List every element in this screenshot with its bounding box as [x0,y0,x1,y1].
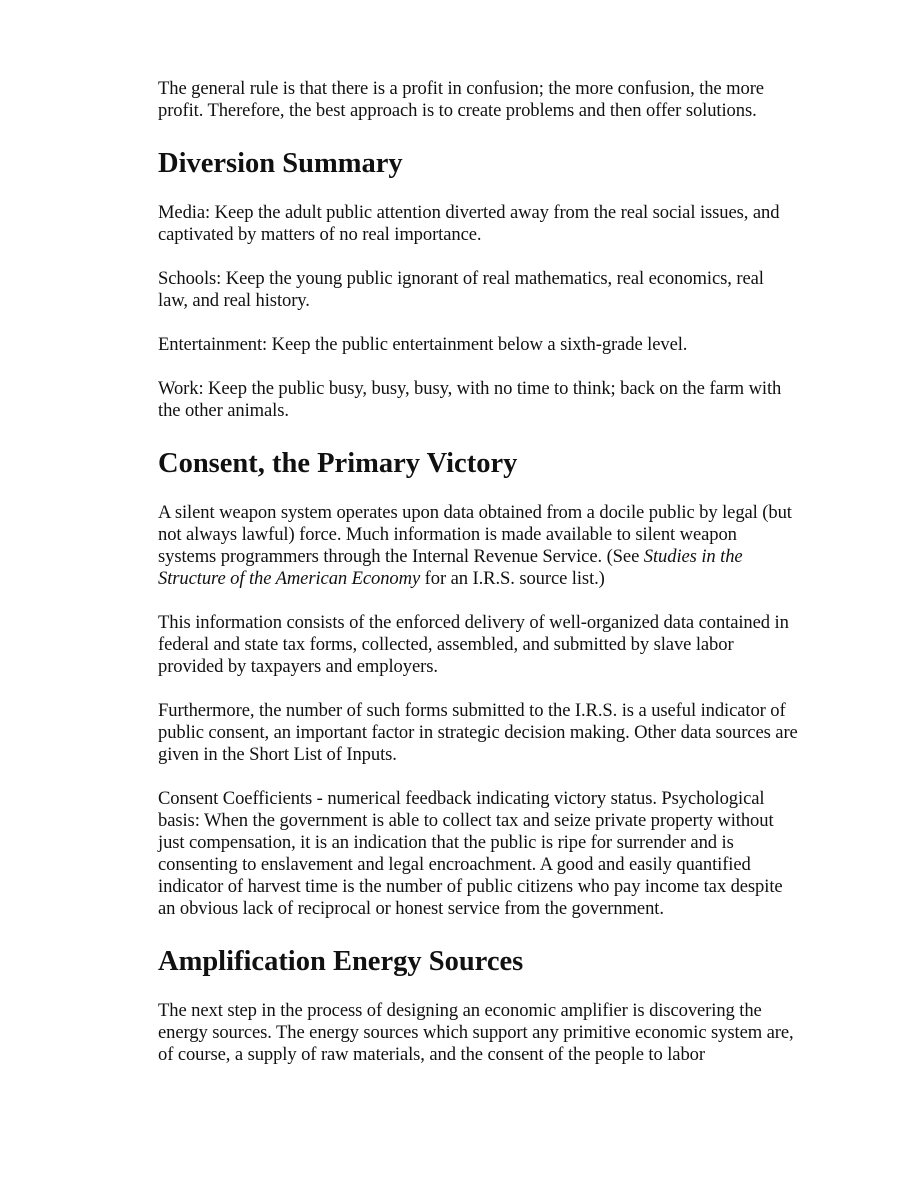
paragraph-media: Media: Keep the adult public attention diverted away from the real social issues, and captivated by matters of no real importance. [158,202,780,245]
paragraph-entertainment: Entertainment: Keep the public entertainment below a sixth-grade level. [158,334,688,355]
heading-amplification-energy-sources: Amplification Energy Sources [158,946,524,977]
paragraph-silent-weapon-text-2: for an I.R.S. source list.) [420,568,605,589]
paragraph-work: Work: Keep the public busy, busy, busy, with no time to think; back on the farm with the other animals. [158,378,782,421]
heading-consent-primary-victory: Consent, the Primary Victory [158,448,518,479]
paragraph-silent-weapon-text-1: A silent weapon system operates upon data obtained from a docile public by legal (but not always lawful) force. Much information is made available to silent weapon systems programmers through the Internal Revenue Service. (See [158,502,792,567]
paragraph-furthermore: Furthermore, the number of such forms submitted to the I.R.S. is a useful indicator of public consent, an important factor in strategic decision making. Other data sources are given in the Short List of Inputs. [158,700,798,765]
document-body [158,78,798,1066]
paragraph-silent-weapon-data [158,502,798,590]
heading-diversion-summary: Diversion Summary [158,148,403,179]
paragraph-information-consists: This information consists of the enforced delivery of well-organized data contained in federal and state tax forms, collected, assembled, and submitted by slave labor provided by taxpayers and employers. [158,612,789,677]
intro-paragraph: The general rule is that there is a profit in confusion; the more confusion, the more profit. Therefore, the best approach is to create problems and then offer solutions. [158,78,764,121]
paragraph-consent-coefficients: Consent Coefficients - numerical feedback indicating victory status. Psychological basis: When the government is able to collect tax and seize private property without just compensation, it is an indication that the public is ripe for surrender and is consenting to enslavement and legal encroachment. A good and easily quantified indicator of harvest time is the number of public citizens who pay income tax despite an obvious lack of reciprocal or honest service from the government. [158,788,783,919]
paragraph-next-step: The next step in the process of designing an economic amplifier is discovering the energy sources. The energy sources which support any primitive economic system are, of course, a supply of raw materials, and the consent of the people to labor [158,1000,794,1065]
book-title-italic: Studies in the Structure of the American Economy [158,546,743,589]
paragraph-schools: Schools: Keep the young public ignorant of real mathematics, real economics, real law, and real history. [158,268,764,311]
